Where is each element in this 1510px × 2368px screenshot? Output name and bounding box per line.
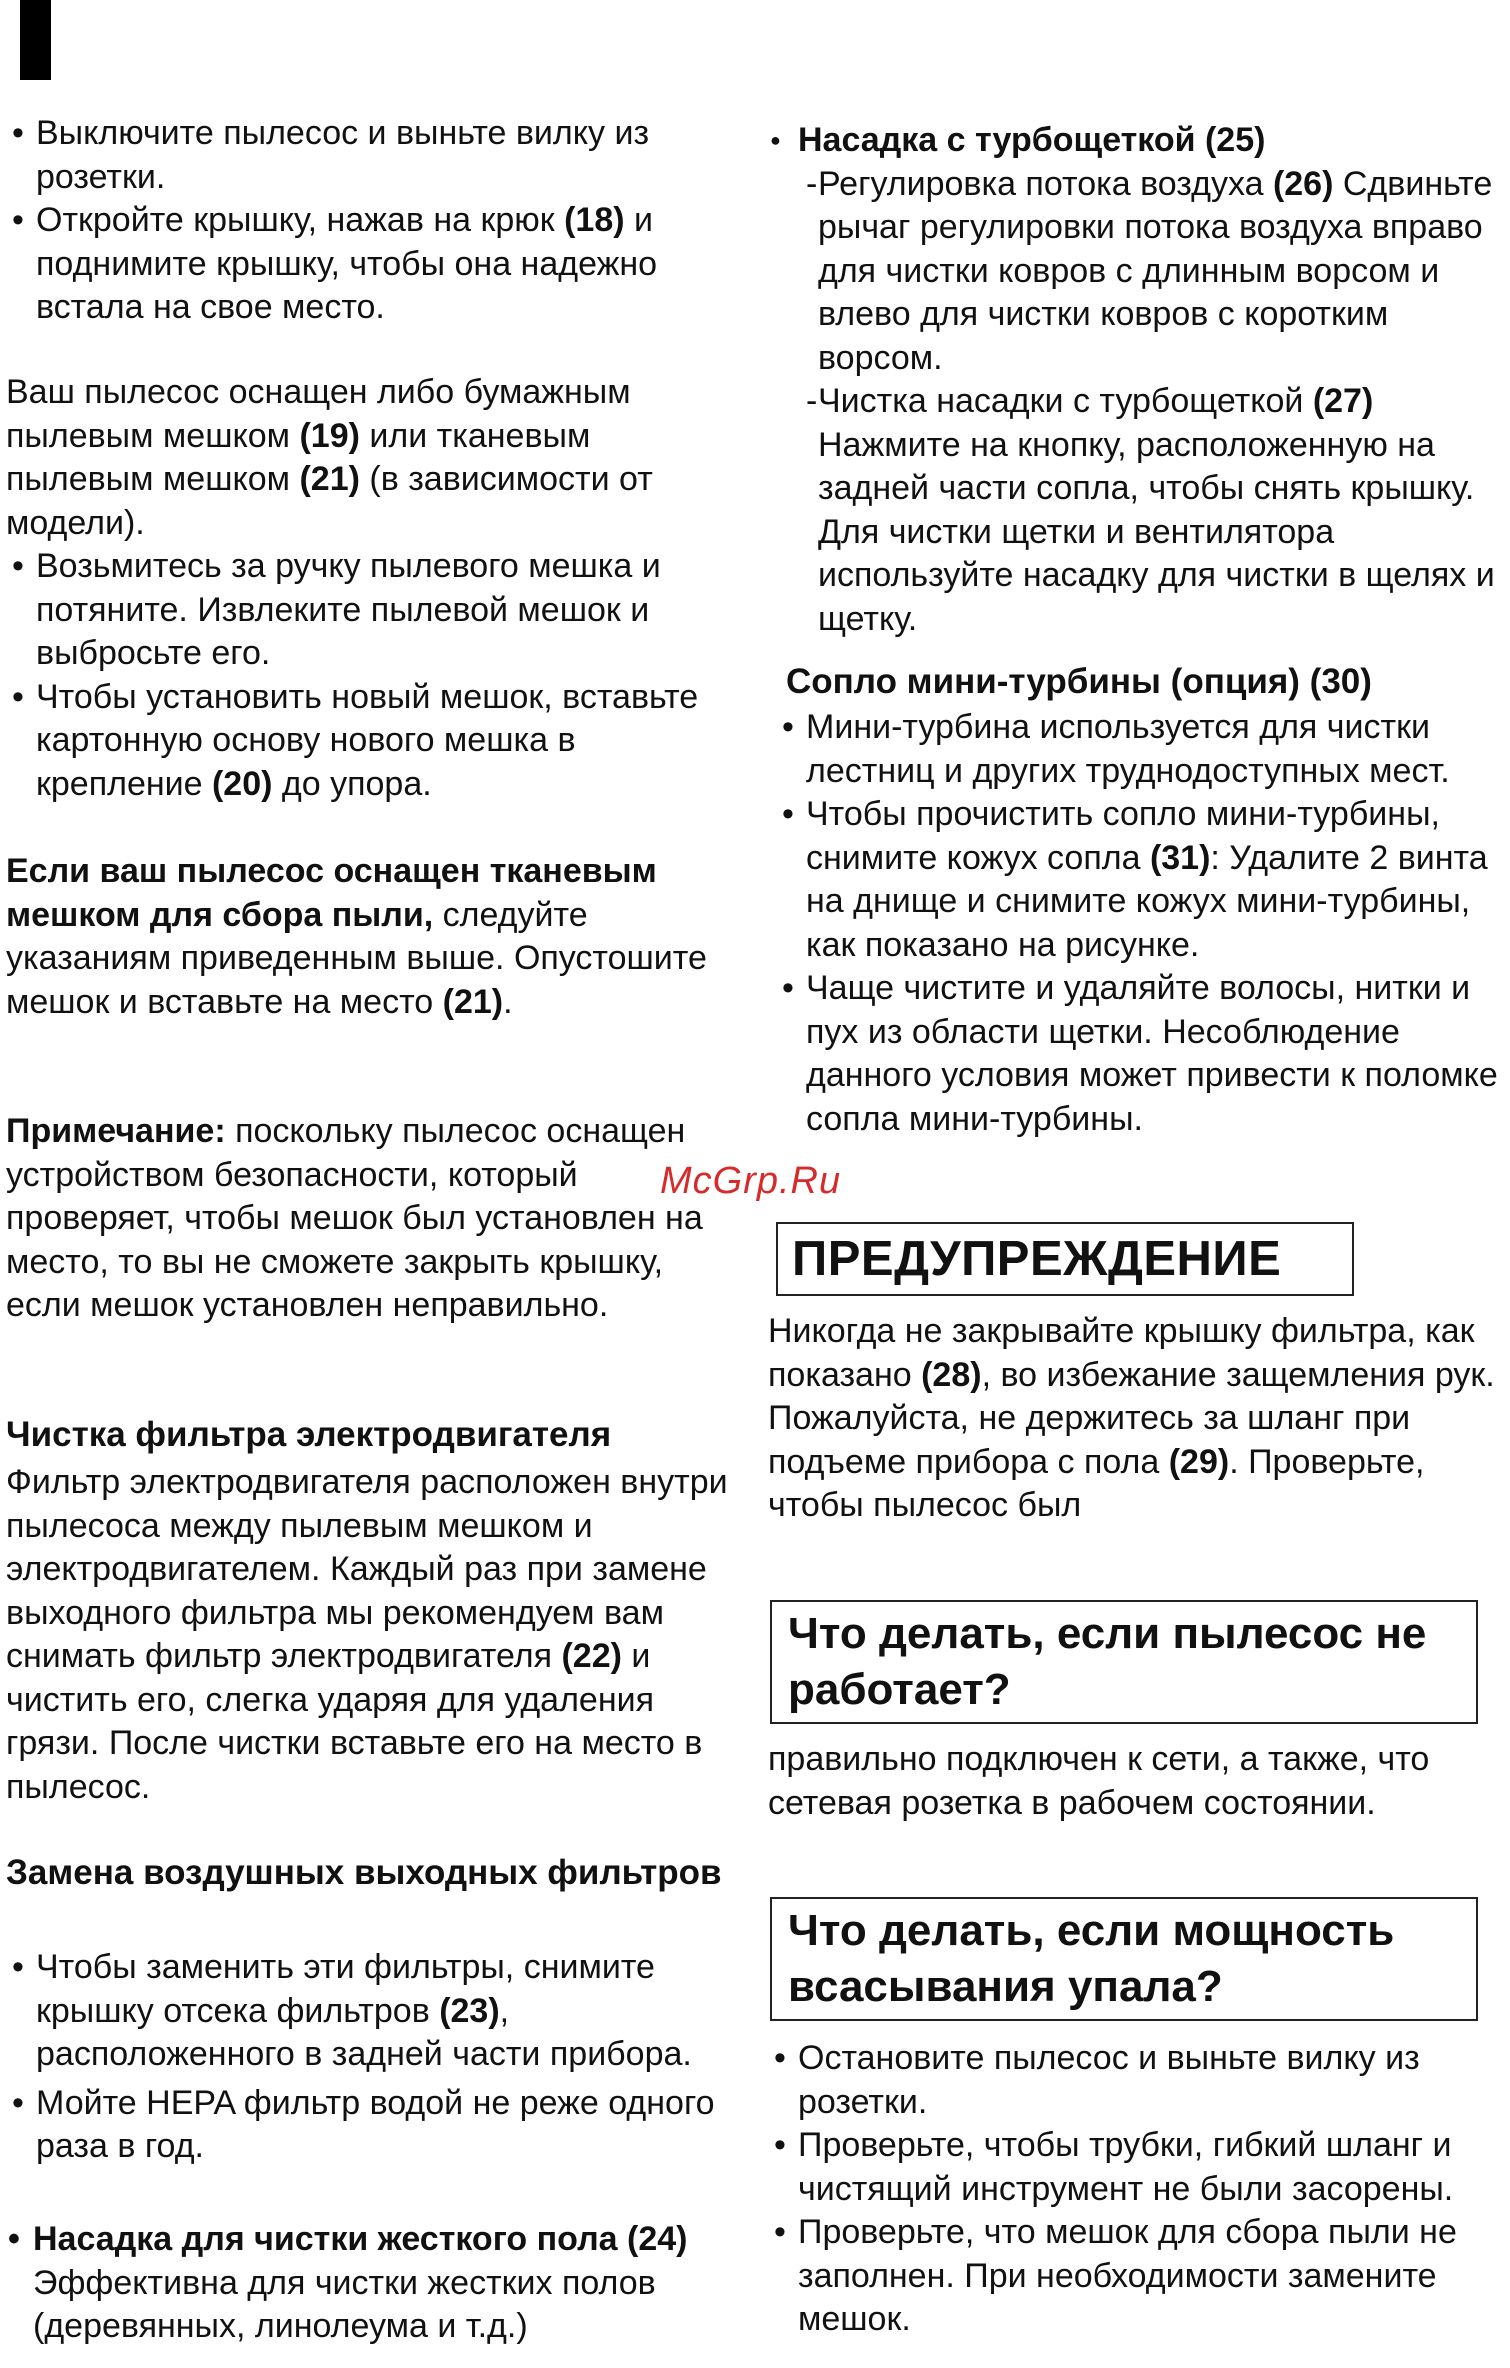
section-marker-bar: [20, 0, 51, 80]
list-item: • Мини-турбина используется для чистки лестниц и других труднодоступных мест.: [776, 706, 1510, 793]
air-filters-heading: Замена воздушных выходных фильтров: [6, 1853, 722, 1892]
note-paragraph: Примечание: поскольку пылесос оснащен устройством безопасности, который проверяет, чтобы мешок был установлен на место, то вы не сможете закрыть крышку, если мешок установлен неправильно.: [6, 1112, 703, 1324]
list-item: • Чтобы заменить эти фильтры, снимите крышку отсека фильтров (23), расположенного в задней части прибора.: [6, 1946, 741, 2077]
watermark: McGrp.Ru: [660, 1160, 842, 1202]
warning-box-title: ПРЕДУПРЕЖДЕНИЕ: [776, 1222, 1354, 1296]
list-item: • Остановите пылесос и выньте вилку из розетки.: [768, 2037, 1510, 2124]
mini-turbine-items: [776, 706, 1510, 1141]
list-item: • Чтобы прочистить сопло мини-турбины, снимите кожух сопла (31): Удалите 2 винта на днище и снимите кожух мини-турбины, как показано на рисунке.: [776, 793, 1510, 967]
intro-steps: [6, 112, 741, 330]
list-item: - Регулировка потока воздуха (26) Сдвиньте рычаг регулировки потока воздуха вправо для чистки ковров с длинным ворсом и влево для чистки ковров с коротким ворсом.: [768, 163, 1510, 381]
motor-filter-heading: Чистка фильтра электродвигателя: [6, 1415, 612, 1454]
mini-turbine-heading: Сопло мини-турбины (опция) (30): [786, 662, 1372, 701]
floor-nozzle: [6, 2218, 741, 2349]
list-item: • Чаще чистите и удаляйте волосы, нитки и пух из области щетки. Несоблюдение данного условия может привести к поломке сопла мини-турбины.: [776, 967, 1510, 1141]
turbo-brush-section: [768, 119, 1510, 641]
warning-text: Никогда не закрывайте крышку фильтра, как показано (28), во избежание защемления рук. Пожалуйста, не держитесь за шланг при подъеме прибора с пола (29). Проверьте, чтобы пылесос был: [768, 1312, 1495, 1524]
list-item: • Мойте HEPA фильтр водой не реже одного раза в год.: [6, 2082, 741, 2169]
turbo-brush-title: ● Насадка с турбощеткой (25): [768, 119, 1510, 163]
bags-paragraph: Ваш пылесос оснащен либо бумажным пылевым мешком (19) или тканевым пылевым мешком (21) (в зависимости от модели). • Возьмитесь за ручку пылевого мешка и потяните. Извлеките пылевой мешок и выбросьте его. • Чтобы установить новый мешок, вставьте картонную основу нового мешка в крепление (20) до упора.: [6, 371, 741, 806]
air-filters-steps: [6, 1946, 741, 2169]
list-item: - Чистка насадки с турбощеткой (27) Нажмите на кнопку, расположенную на задней части сопла, чтобы снять крышку. Для чистки щетки и вентилятора используйте насадку для чистки в щелях и щетку.: [768, 380, 1510, 641]
list-item: • Проверьте, чтобы трубки, гибкий шланг и чистящий инструмент не были засорены.: [768, 2124, 1510, 2211]
list-item: • Насадка для чистки жесткого пола (24) Эффективна для чистки жестких полов (деревянных, линолеума и т.д.): [6, 2218, 741, 2349]
motor-filter-text: Фильтр электродвигателя расположен внутри пылесоса между пылевым мешком и электродвигателем. Каждый раз при замене выходного фильтра мы рекомендуем вам снимать фильтр электродвигателя (22) и чистить его, слегка ударяя для удаления грязи. После чистки вставьте его на место в пылесос.: [6, 1463, 728, 1806]
list-item: • Откройте крышку, нажав на крюк (18) и поднимите крышку, чтобы она надежно встала на свое место.: [6, 199, 741, 330]
list-item: • Выключите пылесос и выньте вилку из розетки.: [6, 112, 741, 199]
not-working-box-title: Что делать, если пылесос не работает?: [770, 1600, 1478, 1724]
suction-box-title: Что делать, если мощность всасывания упала?: [770, 1897, 1478, 2021]
list-item: • Проверьте, что мешок для сбора пыли не заполнен. При необходимости замените мешок.: [768, 2211, 1510, 2342]
suction-items: [768, 2037, 1510, 2342]
list-item: • Чтобы установить новый мешок, вставьте картонную основу нового мешка в крепление (20) до упора.: [6, 676, 741, 807]
list-item: • Возьмитесь за ручку пылевого мешка и потяните. Извлеките пылевой мешок и выбросьте его.: [6, 545, 741, 676]
cloth-bag-paragraph: Если ваш пылесос оснащен тканевым мешком для сбора пыли, следуйте указаниям приведенным выше. Опустошите мешок и вставьте на место (21).: [6, 852, 707, 1021]
not-working-text: правильно подключен к сети, а также, что сетевая розетка в рабочем состоянии.: [768, 1740, 1430, 1822]
